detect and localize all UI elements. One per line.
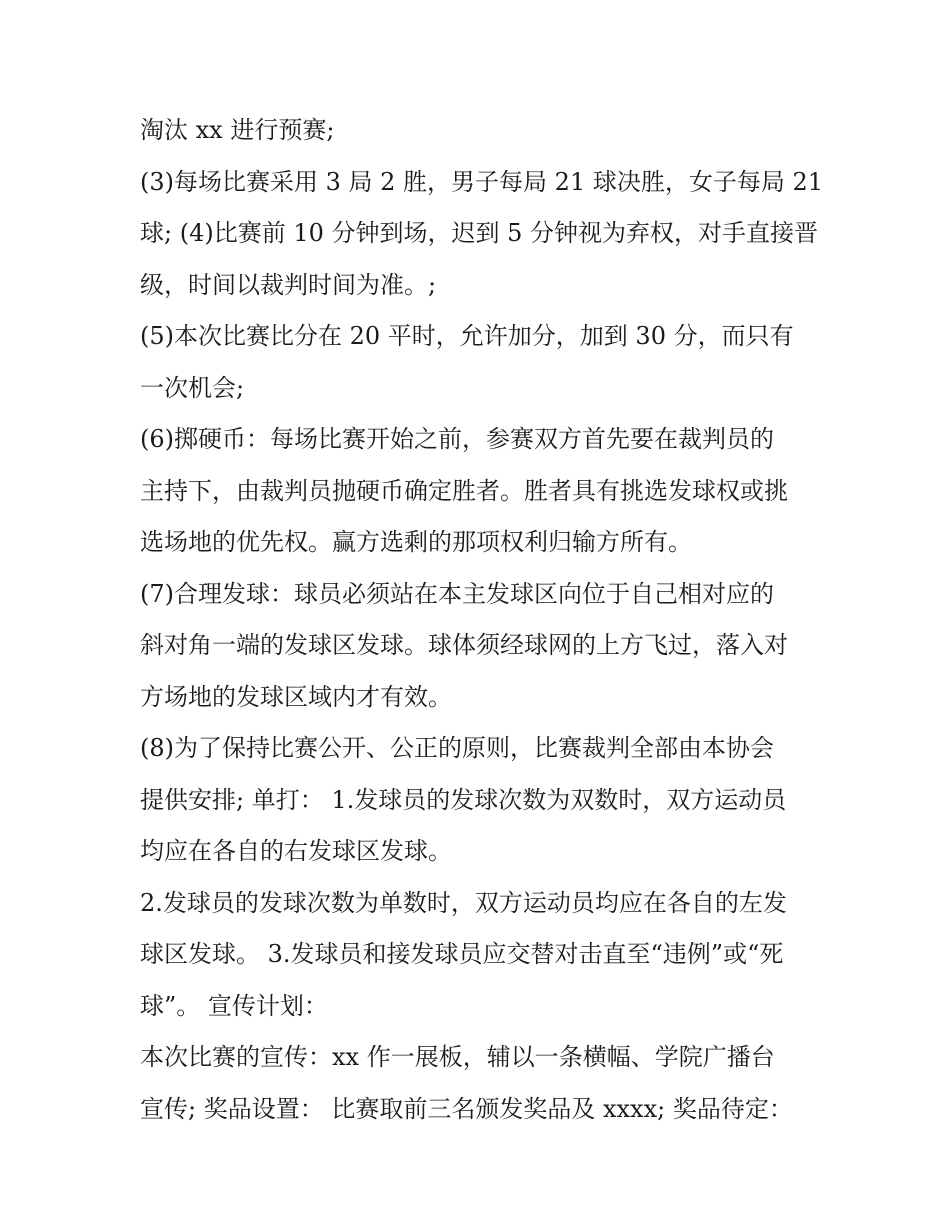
text-line: (8)为了保持比赛公开、公正的原则，比赛裁判全部由本协会	[140, 734, 774, 762]
text-line: 级，时间以裁判时间为准。;	[140, 270, 437, 299]
text-line: 选场地的优先权。赢方选剩的那项权利归输方所有。	[140, 528, 692, 556]
text-line: 均应在各自的右发球区发球。	[140, 837, 452, 865]
text-line: 方场地的发球区域内才有效。	[140, 682, 452, 711]
text-line: 淘汰 xx 进行预赛;	[140, 116, 335, 144]
text-line: (3)每场比赛采用 3 局 2 胜，男子每局 21 球决胜，女子每局 21	[140, 167, 824, 196]
text-line: 宣传; 奖品设置： 比赛取前三名颁发奖品及 xxxx; 奖品待定：	[140, 1094, 793, 1123]
text-line: 球区发球。 3.发球员和接发球员应交替对击直至“违例”或“死	[140, 940, 784, 968]
text-line: 主持下，由裁判员抛硬币确定胜者。胜者具有挑选发球权或挑	[140, 476, 788, 505]
text-line: (6)掷硬币：每场比赛开始之前，参赛双方首先要在裁判员的	[140, 425, 774, 453]
text-line: 球; (4)比赛前 10 分钟到场，迟到 5 分钟视为弃权，对手直接晋	[140, 219, 819, 247]
text-line: 本次比赛的宣传：xx 作一展板，辅以一条横幅、学院广播台	[140, 1043, 775, 1071]
text-line: 2.发球员的发球次数为单数时，双方运动员均应在各自的左发	[140, 888, 787, 917]
document-body	[140, 105, 824, 1135]
text-line: 球”。 宣传计划：	[140, 991, 328, 1020]
text-line: 一次机会;	[140, 373, 245, 402]
text-line: (7)合理发球：球员必须站在本主发球区向位于自己相对应的	[140, 579, 774, 608]
text-line: 斜对角一端的发球区发球。球体须经球网的上方飞过，落入对	[140, 631, 788, 659]
text-line: (5)本次比赛比分在 20 平时，允许加分，加到 30 分，而只有	[140, 322, 794, 350]
text-line: 提供安排; 单打： 1.发球员的发球次数为双数时，双方运动员	[140, 785, 787, 814]
